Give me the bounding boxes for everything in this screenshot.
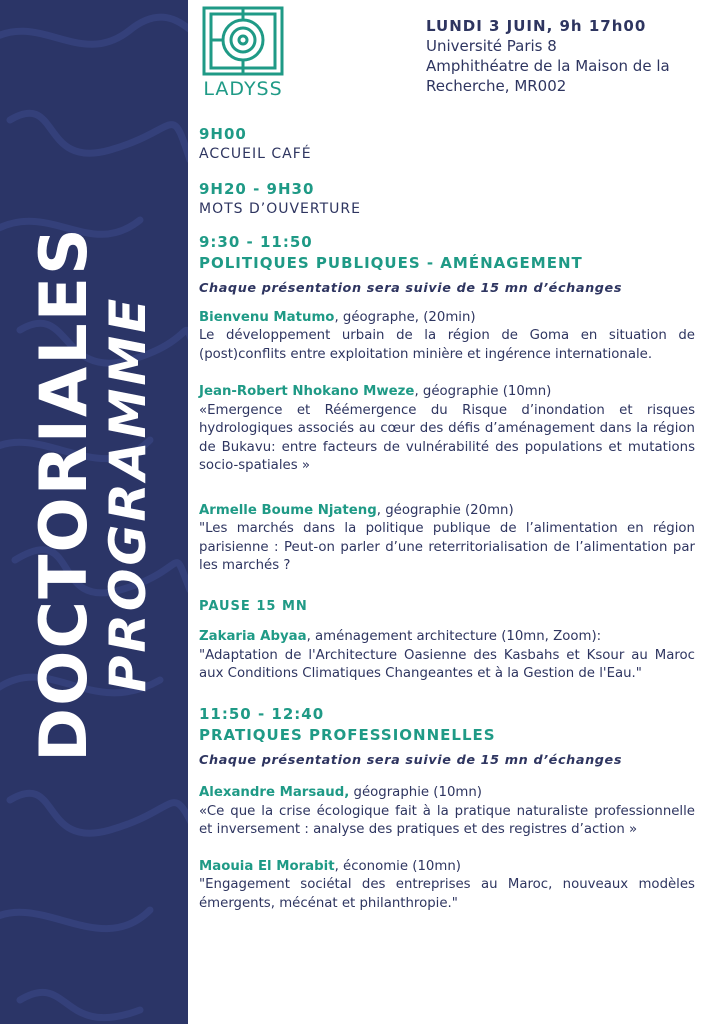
welcome-label: ACCUEIL CAFÉ	[199, 146, 312, 162]
talk-1	[199, 309, 695, 365]
vertical-title	[27, 226, 157, 762]
talk-1-info: , géographe, (20min)	[334, 309, 476, 325]
talk-3-speaker: Armelle Boume Njateng	[199, 502, 377, 518]
event-date: LUNDI 3 JUIN, 9h 17h00	[426, 17, 647, 35]
logo-text: LADYSS	[203, 78, 283, 100]
program	[199, 124, 695, 913]
talk-2-text: «Emergence et Réémergence du Risque d’inondation et risques hydrologiques associés au cœur des défis d’aménagement dans la région de Bukavu: entre facteurs de vulnérabilité des populations et mutations socio-spatiales »	[199, 402, 695, 473]
doctoriales-title: DOCTORIALES	[27, 226, 102, 762]
opening-label: MOTS D’OUVERTURE	[199, 201, 361, 217]
talk-3-info: , géographie (20mn)	[376, 502, 514, 518]
sidebar	[0, 0, 188, 1024]
talk-2-info: , géographie (10mn)	[414, 384, 552, 399]
opening-time: 9H20 - 9H30	[199, 180, 315, 198]
talk-4	[199, 628, 695, 684]
block2-note: Chaque présentation sera suivie de 15 mn d’échanges	[199, 752, 623, 768]
block1-time: 9:30 - 11:50	[199, 233, 313, 251]
talk-6-info: , économie (10mn)	[334, 858, 461, 874]
talk-1-speaker: Bienvenu Matumo	[199, 309, 335, 325]
talk-4-speaker: Zakaria Abyaa	[199, 629, 307, 644]
talk-6	[199, 858, 695, 914]
talk-6-text: "Engagement sociétal des entreprises au Maroc, nouveaux modèles émergents, mécénat et philanthropie."	[199, 877, 695, 911]
talk-5-text: «Ce que la crise écologique fait à la pratique naturaliste professionnelle et inversement : analyse des pratiques et des registres d’action »	[199, 803, 695, 837]
talk-2-speaker: Jean-Robert Nhokano Mweze	[199, 384, 415, 399]
talk-5-speaker: Alexandre Marsaud,	[199, 785, 350, 800]
event-place-room: Amphithéatre de la Maison de la Recherche, MR002	[426, 57, 670, 95]
talk-4-info: , aménagement architecture (10mn, Zoom):	[306, 629, 602, 644]
talk-5-info: géographie (10mn)	[349, 785, 482, 800]
talk-4-text: "Adaptation de l'Architecture Oasienne des Kasbahs et Ksour au Maroc aux Conditions Climatiques Changeantes et à la Gestion de l'Eau."	[199, 647, 695, 681]
welcome-time: 9H00	[199, 125, 247, 143]
talk-2	[199, 383, 695, 476]
block1-title: POLITIQUES PUBLIQUES - AMÉNAGEMENT	[199, 254, 583, 272]
talk-3	[199, 502, 695, 576]
block2-title: PRATIQUES PROFESSIONNELLES	[199, 725, 496, 744]
block2-time: 11:50 - 12:40	[199, 704, 325, 723]
talk-3-text: "Les marchés dans la politique publique de l’alimentation en région parisienne : Peut-on parler d’une reterritorialisation de l’alimentation par les marchés ?	[199, 521, 695, 573]
talk-1-text: Le développement urbain de la région de Goma en situation de (post)conflits entre exploitation minière et ingérence internationale.	[199, 328, 695, 362]
event-info	[426, 16, 721, 96]
block1-note: Chaque présentation sera suivie de 15 mn d’échanges	[199, 281, 623, 296]
pause-label: PAUSE 15 MN	[199, 598, 308, 614]
event-place-university: Université Paris 8	[426, 37, 557, 55]
programme-subtitle: PROGRAMME	[99, 295, 157, 693]
talk-6-speaker: Maouia El Morabit	[199, 858, 335, 874]
talk-5	[199, 784, 695, 840]
